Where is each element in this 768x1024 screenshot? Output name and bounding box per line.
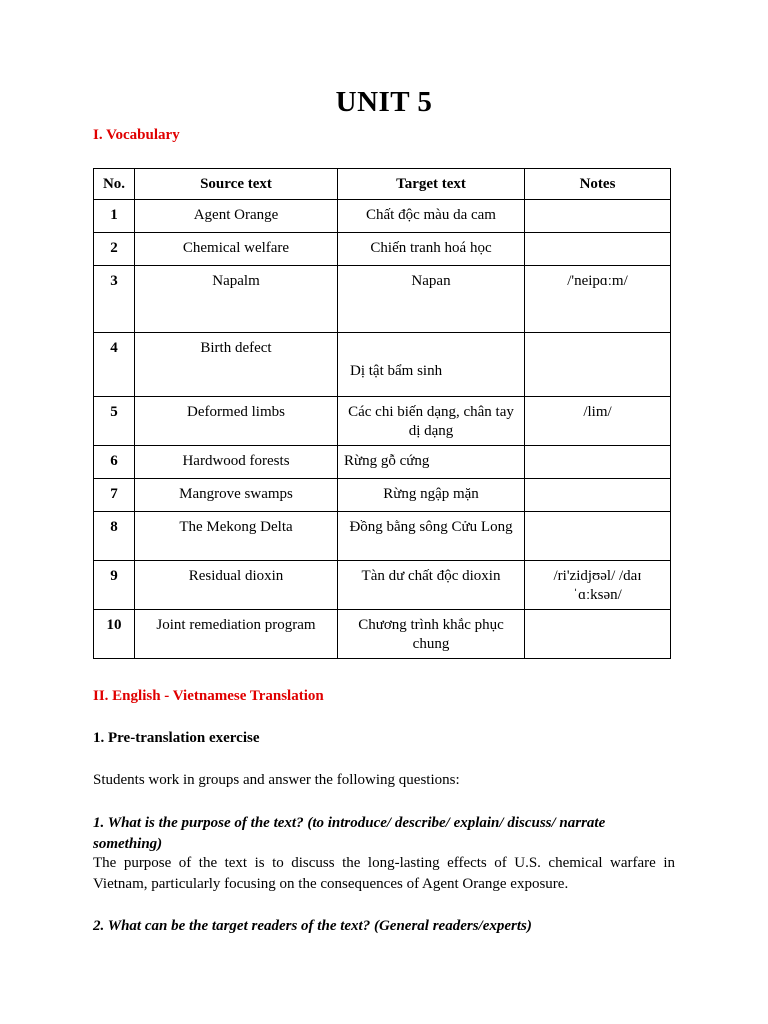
source-cell: The Mekong Delta	[135, 512, 338, 561]
notes-cell	[525, 233, 671, 266]
table-row	[94, 233, 671, 266]
row-number: 9	[94, 561, 135, 610]
source-cell: Agent Orange	[135, 200, 338, 233]
answer-1: The purpose of the text is to discuss the long-lasting effects of U.S. chemical warfare in Vietnam, particularly focusing on the consequences of Agent Orange exposure.	[93, 855, 675, 892]
pre-translation-heading: 1. Pre-translation exercise	[93, 730, 260, 746]
translation-heading: II. English - Vietnamese Translation	[93, 688, 324, 704]
target-text: Dị tật bẩm sinh	[350, 363, 443, 379]
table-row	[94, 200, 671, 233]
target-cell: Napan	[338, 266, 525, 333]
table-row	[94, 397, 671, 446]
vocabulary-table	[93, 168, 671, 659]
table-row	[94, 479, 671, 512]
source-cell: Napalm	[135, 266, 338, 333]
notes-cell: /ri'zidjʊəl/ /daɪ ˈɑːksən/	[525, 561, 671, 610]
header-no: No.	[94, 169, 135, 200]
target-cell: Các chi biến dạng, chân tay dị dạng	[338, 397, 525, 446]
target-cell	[338, 333, 525, 397]
notes-cell: /lim/	[525, 397, 671, 446]
question-2: 2. What can be the target readers of the text? (General readers/experts)	[93, 918, 532, 934]
page-title: UNIT 5	[335, 86, 433, 118]
target-cell: Tàn dư chất độc dioxin	[338, 561, 525, 610]
row-number: 8	[94, 512, 135, 561]
row-number: 4	[94, 333, 135, 397]
notes-cell	[525, 446, 671, 479]
row-number: 10	[94, 610, 135, 659]
row-number: 6	[94, 446, 135, 479]
table-row	[94, 446, 671, 479]
row-number: 7	[94, 479, 135, 512]
row-number: 3	[94, 266, 135, 333]
source-cell: Joint remediation program	[135, 610, 338, 659]
table-row	[94, 266, 671, 333]
source-cell: Deformed limbs	[135, 397, 338, 446]
vocabulary-heading: I. Vocabulary	[93, 127, 180, 143]
table-row	[94, 333, 671, 397]
table-header-row	[94, 169, 671, 200]
row-number: 2	[94, 233, 135, 266]
notes-cell	[525, 333, 671, 397]
notes-cell: /'neipɑːm/	[525, 266, 671, 333]
target-cell: Rừng ngập mặn	[338, 479, 525, 512]
table-row	[94, 610, 671, 659]
source-cell: Mangrove swamps	[135, 479, 338, 512]
target-cell: Chiến tranh hoá học	[338, 233, 525, 266]
notes-cell	[525, 200, 671, 233]
table-row	[94, 512, 671, 561]
row-number: 5	[94, 397, 135, 446]
target-cell: Chất độc màu da cam	[338, 200, 525, 233]
question-1: 1. What is the purpose of the text? (to introduce/ describe/ explain/ discuss/ narrate something)	[93, 815, 606, 852]
source-cell: Residual dioxin	[135, 561, 338, 610]
source-cell: Birth defect	[135, 333, 338, 397]
target-cell: Chương trình khắc phục chung	[338, 610, 525, 659]
notes-cell	[525, 512, 671, 561]
notes-cell	[525, 479, 671, 512]
source-cell: Chemical welfare	[135, 233, 338, 266]
table-row	[94, 561, 671, 610]
target-cell: Đồng bằng sông Cửu Long	[338, 512, 525, 561]
row-number: 1	[94, 200, 135, 233]
header-notes: Notes	[525, 169, 671, 200]
header-target-text: Target text	[338, 169, 525, 200]
exercise-intro: Students work in groups and answer the following questions:	[93, 772, 460, 788]
header-source-text: Source text	[135, 169, 338, 200]
notes-cell	[525, 610, 671, 659]
target-cell: Rừng gỗ cứng	[338, 446, 525, 479]
source-cell: Hardwood forests	[135, 446, 338, 479]
